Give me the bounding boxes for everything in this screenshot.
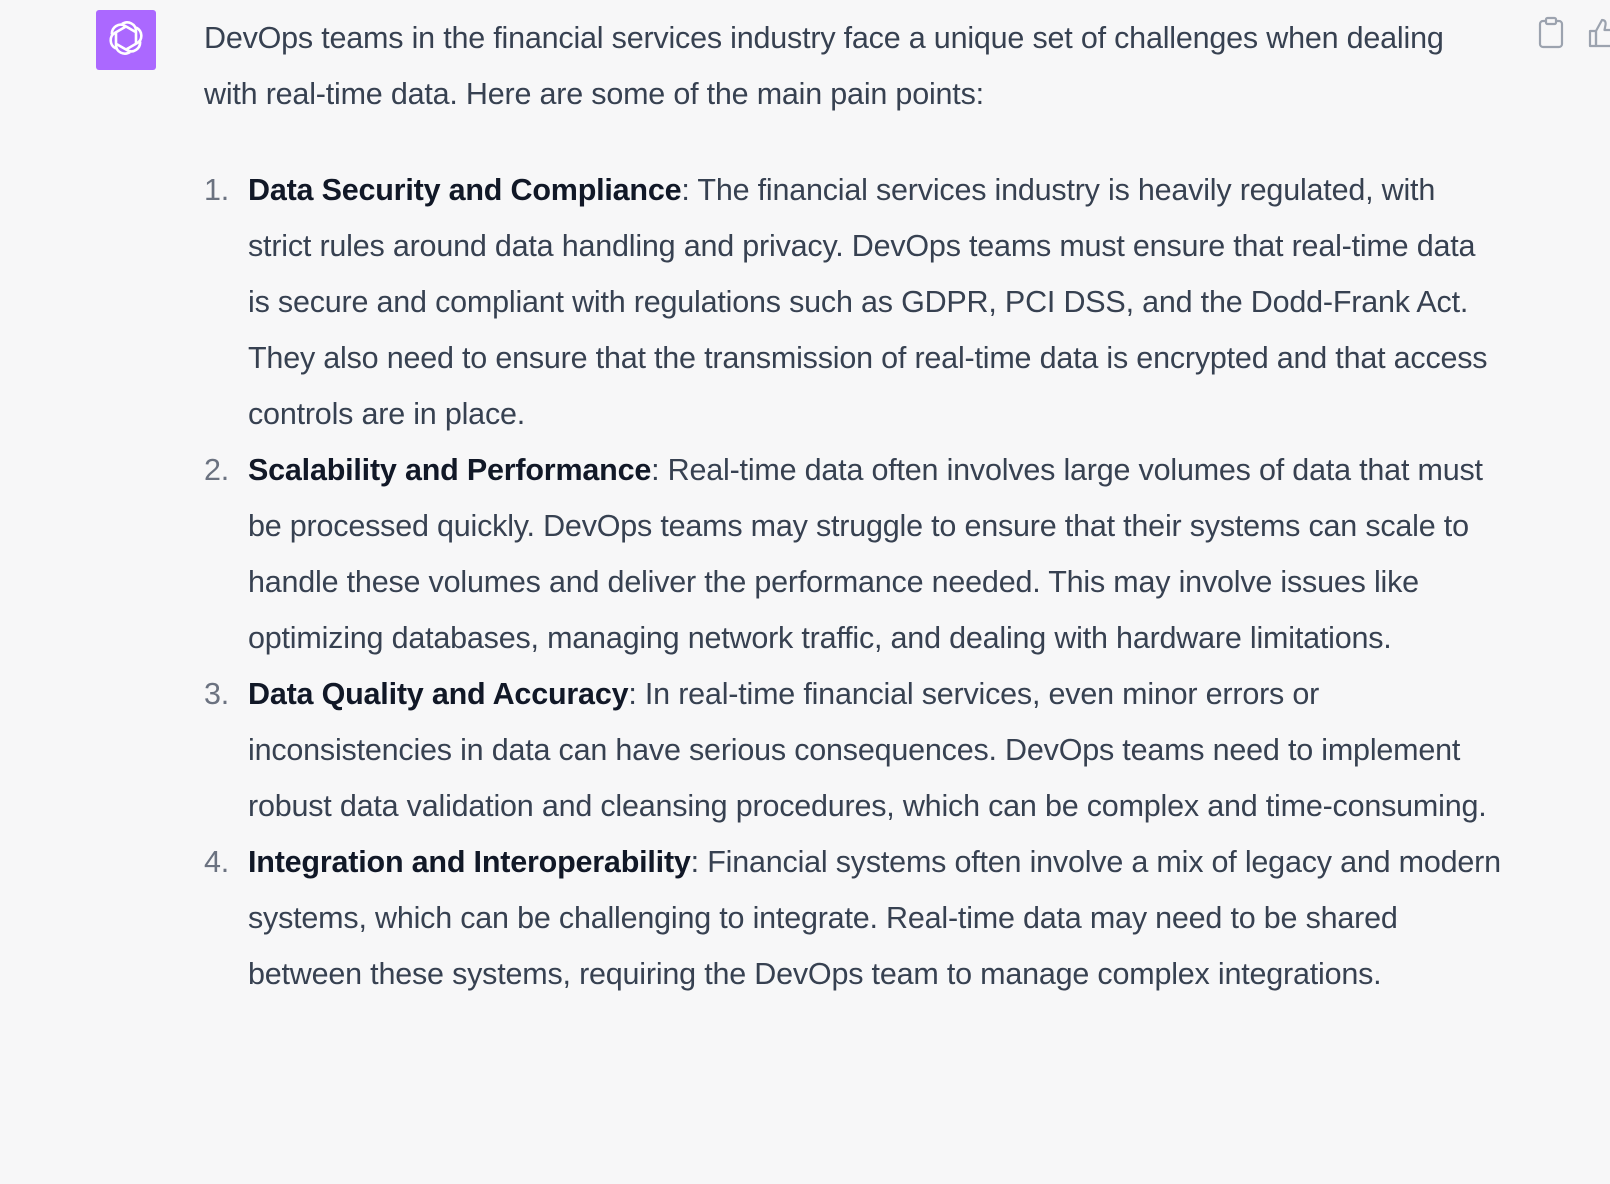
assistant-avatar	[96, 10, 156, 70]
list-item-title: Data Quality and Accuracy	[248, 677, 629, 711]
list-item-text: : In real-time financial services, even minor errors or inconsistencies in data can have serious consequences. DevOps teams need to implement robust data validation and cleansing procedures, which can be complex and time-consuming.	[248, 677, 1487, 823]
list-item-number: 4.	[204, 845, 230, 879]
pain-points-list	[204, 162, 1504, 1002]
message-intro: DevOps teams in the financial services industry face a unique set of challenges when dealing with real-time data. Here are some of the main pain points:	[204, 21, 1444, 111]
list-item-title: Integration and Interoperability	[248, 845, 691, 879]
list-item	[204, 162, 1504, 442]
thumbs-up-icon	[1588, 16, 1610, 55]
thumbs-up-button[interactable]	[1588, 16, 1610, 50]
list-item-text: : Financial systems often involve a mix of legacy and modern systems, which can be challenging to integrate. Real-time data may need to be shared between these systems, requiring the DevOps team to manage complex integrations.	[248, 845, 1501, 991]
list-item-text: : The financial services industry is heavily regulated, with strict rules around data handling and privacy. DevOps teams must ensure that real-time data is secure and compliant with regulations such as GDPR, PCI DSS, and the Dodd-Frank Act. They also need to ensure that the transmission of real-time data is encrypted and that access controls are in place.	[248, 173, 1488, 431]
list-item-number: 3.	[204, 677, 230, 711]
list-item-text: : Real-time data often involves large volumes of data that must be processed quickly. DevOps teams may struggle to ensure that their systems can scale to handle these volumes and deliver the performance needed. This may involve issues like optimizing databases, managing network traffic, and dealing with hardware limitations.	[248, 453, 1483, 655]
clipboard-icon	[1536, 16, 1566, 55]
copy-button[interactable]	[1536, 16, 1566, 50]
list-item-number: 2.	[204, 453, 230, 487]
list-item-title: Data Security and Compliance	[248, 173, 682, 207]
list-item	[204, 666, 1504, 834]
list-item	[204, 442, 1504, 666]
list-item-title: Scalability and Performance	[248, 453, 652, 487]
list-item	[204, 834, 1504, 1002]
message-actions	[1536, 16, 1610, 50]
openai-logo-icon	[104, 16, 148, 65]
list-item-number: 1.	[204, 173, 230, 207]
message-content	[204, 10, 1504, 1002]
